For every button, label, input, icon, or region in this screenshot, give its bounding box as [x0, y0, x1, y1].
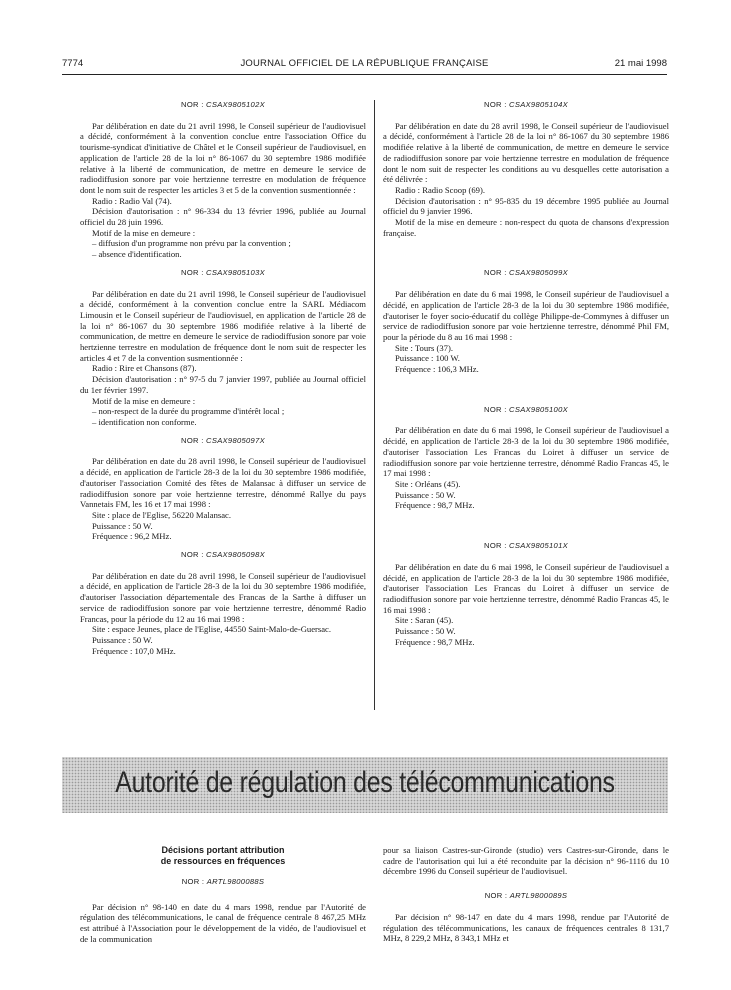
notice-detail-line: Motif de la mise en demeure :	[92, 227, 196, 238]
nor-reference	[383, 100, 669, 111]
decision-paragraph: Par décision n° 98-140 en date du 4 mars 1998, rendue par l'Autorité de régulation des télécommunications, le canal de fréquence centrale 8 467,25 MHz est attribué à l'Association pour le développement de la vidéo, de l'audiovisuel et de la communication	[80, 901, 366, 944]
journal-title: JOURNAL OFFICIEL DE LA RÉPUBLIQUE FRANÇAISE	[240, 58, 489, 69]
nor-label: NOR :	[181, 267, 207, 277]
page-header	[62, 58, 667, 72]
notice-detail-line: Site : place de l'Eglise, 56220 Malansac.	[92, 509, 232, 520]
banner-title: Autorité de régulation des télécommunications	[115, 766, 615, 799]
notice-detail-line: Décision d'autorisation : n° 96-334 du 13 février 1996, publiée au Journal officiel du 28 juin 1996.	[80, 206, 366, 228]
section-heading-line1: Décisions portant attribution	[161, 845, 285, 855]
left-column	[80, 100, 366, 664]
issue-date: 21 mai 1998	[614, 58, 667, 69]
notice-detail-line: Puissance : 50 W.	[92, 520, 153, 531]
nor-code: CSAX9805098X	[206, 550, 265, 560]
notice-detail-line: Site : Orléans (45).	[395, 478, 461, 489]
notice-detail-line: Radio : Radio Scoop (69).	[395, 184, 485, 195]
right-column	[383, 100, 669, 655]
notice-paragraph: Par délibération en date du 28 avril 1998, le Conseil supérieur de l'audiovisuel a décidé, conformément à l'article 28 de la loi n° 86-1067 du 30 septembre 1986 modifiée relative à la liberté de communication, de mettre en demeure le service de radiodiffusion sonore par voie hertzienne terrestre en modulation de fréquence dont le nom suit de respecter les conditions au vu desquelles cette autorisation a été délivrée :	[383, 120, 669, 185]
notice-block	[383, 100, 669, 238]
notice-detail-line: Fréquence : 98,7 MHz.	[395, 636, 475, 647]
notice-detail-line: Puissance : 50 W.	[395, 626, 456, 637]
section-heading	[80, 845, 366, 867]
nor-reference	[383, 541, 669, 552]
nor-label: NOR :	[181, 877, 207, 886]
header-rule	[62, 74, 667, 75]
notice-detail-line: Puissance : 50 W.	[92, 634, 153, 645]
column-divider	[374, 100, 375, 710]
nor-reference	[80, 100, 366, 111]
notice-detail-line: Décision d'autorisation : n° 97-5 du 7 janvier 1997, publiée au Journal officiel du 1er février 1997.	[80, 374, 366, 395]
nor-label: NOR :	[181, 100, 207, 109]
nor-code: CSAX9805100X	[509, 404, 568, 414]
nor-label: NOR :	[484, 100, 510, 109]
notice-detail-line: Fréquence : 96,2 MHz.	[92, 531, 172, 542]
notice-detail-line: Radio : Rire et Chansons (87).	[92, 363, 197, 374]
nor-code: CSAX9805104X	[509, 100, 568, 109]
section-banner	[62, 757, 668, 813]
notice-detail-line: Fréquence : 98,7 MHz.	[395, 500, 475, 511]
notice-paragraph: Par délibération en date du 28 avril 1998, le Conseil supérieur de l'audiovisuel a décidé, en application de l'article 28-3 de la loi du 30 septembre 1986 modifiée, d'autoriser l'association Comité des fêtes de Malansac à diffuser un service de radiodiffusion sonore par voie hertzienne terrestre, dénommé Rallye du pays Vannetais FM, les 16 et 17 mai 1998 :	[80, 456, 366, 510]
nor-label: NOR :	[181, 550, 207, 560]
notice-block	[383, 405, 669, 511]
notice-detail-line: Site : Tours (37).	[395, 342, 453, 353]
notice-detail-line: Fréquence : 107,0 MHz.	[92, 645, 176, 656]
nor-code: CSAX9805103X	[206, 267, 265, 277]
notice-paragraph: Par délibération en date du 21 avril 1998, le Conseil supérieur de l'audiovisuel a décidé, conformément à la convention conclue entre l'association Office du tourisme-syndicat d'initiative de Châtel et le Conseil supérieur de l'audiovisuel, en application de l'article 28 de la loi n° 86-1067 du 30 septembre 1986 modifiée relative à la liberté de communication, de mettre en demeure le service de radiodiffusion sonore par voie hertzienne terrestre en modulation de fréquence dont le nom suit de respecter les articles 3 et 5 de la convention susmentionnée :	[80, 120, 366, 195]
lower-left-column	[80, 845, 366, 945]
nor-label: NOR :	[484, 268, 510, 278]
section-heading-line2: de ressources en fréquences	[160, 856, 286, 866]
nor-code: CSAX9805101X	[509, 541, 568, 551]
notice-detail-line: Motif de la mise en demeure :	[92, 395, 196, 406]
nor-code: CSAX9805097X	[206, 435, 265, 445]
notice-detail-line: – non-respect de la durée du programme d'intérêt local ;	[92, 406, 285, 417]
notice-paragraph: Par délibération en date du 21 avril 1998, le Conseil supérieur de l'audiovisuel a décidé, conformément à la convention conclue entre la SARL Médiacom Limousin et le Conseil supérieur de l'audiovisuel, en application de l'article 28 de la loi n° 86-1067 du 30 septembre 1986 modifiée relative à la liberté de communication, de mettre en demeure le service de radiodiffusion sonore par voie hertzienne terrestre en modulation de fréquence dont le nom suit de respecter les articles 4 et 7 de la convention susmentionnée :	[80, 288, 366, 363]
nor-code: CSAX9805099X	[509, 268, 568, 278]
nor-code: ARTL9800088S	[206, 877, 265, 886]
notice-block	[383, 268, 669, 374]
decision-continuation: pour sa liaison Castres-sur-Gironde (studio) vers Castres-sur-Gironde, dans le cadre de l'autorisation qui lui a été reconduite par la décision n° 96-1116 du 10 décembre 1996 du Conseil supérieur de l'audiovisuel.	[383, 845, 669, 877]
decision-paragraph: Par décision n° 98-147 en date du 4 mars 1998, rendue par l'Autorité de régulation des télécommunications, les canaux de fréquences centrales 8 131,7 MHz, 8 229,2 MHz, 8 343,1 MHz et	[383, 911, 669, 944]
notice-paragraph: Par délibération en date du 28 avril 1998, le Conseil supérieur de l'audiovisuel a décidé, en application de l'article 28-3 de la loi du 30 septembre 1986 modifiée, d'autoriser l'association départementale des Francas de la Sarthe à diffuser un service de radiodiffusion sonore par voie hertzienne terrestre, dénommé Radio Francas, pour la période du 12 au 16 mai 1998 :	[80, 570, 366, 624]
notice-detail-line: Puissance : 100 W.	[395, 353, 460, 364]
notice-block	[80, 550, 366, 656]
notice-detail-line: Radio : Radio Val (74).	[92, 195, 172, 206]
notice-paragraph: Par délibération en date du 6 mai 1998, le Conseil supérieur de l'audiovisuel a décidé, en application de l'article 28-3 de la loi du 30 septembre 1986 modifiée, d'autoriser l'association Les Francas du Loiret à diffuser un service de radiodiffusion sonore par voie hertzienne terrestre, dénommé Radio Francas 45, le 17 mai 1998 :	[383, 425, 669, 479]
notice-detail-line: Fréquence : 106,3 MHz.	[395, 364, 479, 375]
notice-detail-line: – diffusion d'un programme non prévu par la convention ;	[92, 238, 291, 249]
lower-right-column	[383, 845, 669, 944]
nor-code: CSAX9805102X	[206, 100, 265, 109]
nor-reference	[383, 891, 669, 902]
nor-reference	[80, 550, 366, 561]
notice-paragraph: Par délibération en date du 6 mai 1998, le Conseil supérieur de l'audiovisuel a décidé, en application de l'article 28-3 de la loi du 30 septembre 1986 modifiée, d'autoriser le foyer socio-éducatif du collège Philippe-de-Commynes à diffuser un service de radiodiffusion sonore par voie hertzienne terrestre, dénommé Phil FM, pour la période du 8 au 16 mai 1998 :	[383, 289, 669, 342]
notice-detail-line: Puissance : 50 W.	[395, 489, 456, 500]
nor-label: NOR :	[181, 435, 207, 445]
notice-block	[383, 541, 669, 647]
nor-label: NOR :	[484, 891, 510, 901]
nor-reference	[383, 405, 669, 416]
notice-block	[80, 100, 366, 260]
page-number: 7774	[62, 58, 84, 69]
notice-paragraph: Par délibération en date du 6 mai 1998, le Conseil supérieur de l'audiovisuel a décidé, en application de l'article 28-3 de la loi du 30 septembre 1986 modifiée, d'autoriser l'association Les Francas du Loiret à diffuser un service de radiodiffusion sonore par voie hertzienne terrestre, dénommé Radio Francas 45, le 16 mai 1998 :	[383, 561, 669, 615]
notice-detail-line: Site : Saran (45).	[395, 615, 454, 626]
nor-reference	[383, 268, 669, 279]
notice-detail-line: – absence d'identification.	[92, 249, 182, 260]
nor-reference	[80, 877, 366, 888]
notice-block	[80, 436, 366, 542]
notice-detail-line: – identification non conforme.	[92, 416, 197, 427]
nor-code: ARTL9800089S	[509, 891, 568, 901]
notice-detail-line: Motif de la mise en demeure : non-respect du quota de chansons d'expression française.	[383, 217, 669, 238]
nor-label: NOR :	[484, 404, 510, 414]
notice-block	[80, 268, 366, 428]
nor-label: NOR :	[484, 541, 510, 551]
notice-detail-line: Site : espace Jeunes, place de l'Eglise, 44550 Saint-Malo-de-Guersac.	[92, 624, 331, 635]
nor-reference	[80, 268, 366, 279]
notice-detail-line: Décision d'autorisation : n° 95-835 du 19 décembre 1995 publiée au Journal officiel du 9 janvier 1996.	[383, 195, 669, 217]
nor-reference	[80, 436, 366, 447]
